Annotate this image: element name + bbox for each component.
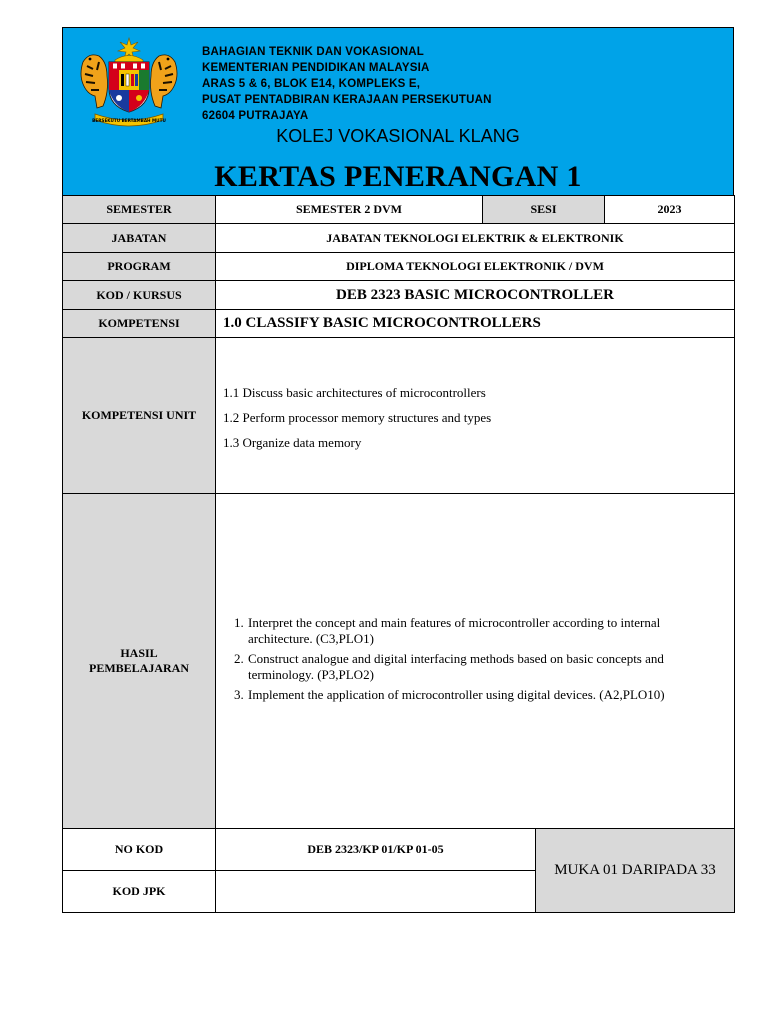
list-item: 1.3 Organize data memory [223,435,362,450]
list-item: 2. Construct analogue and digital interfacing methods based on basic concepts and terminology. (P3,PLO2) [247,651,704,683]
hasil-pembelajaran-list [216,494,735,829]
program-value: DIPLOMA TEKNOLOGI ELEKTRONIK / DVM [216,253,735,281]
header-banner [62,27,734,195]
kompetensi-unit-list [216,338,735,494]
sesi-value: 2023 [605,196,735,224]
sesi-label: SESI [483,196,605,224]
kompetensi-value: 1.0 CLASSIFY BASIC MICROCONTROLLERS [216,310,735,338]
hasil-label-line: HASIL [120,646,158,660]
nokod-label: NO KOD [63,829,216,871]
hasil-label-line: PEMBELAJARAN [88,661,189,675]
table-row [63,281,735,310]
jabatan-value: JABATAN TEKNOLOGI ELEKTRIK & ELEKTRONIK [216,224,735,253]
kompetensi-unit-label: KOMPETENSI UNIT [63,338,216,494]
table-row [63,253,735,281]
address-line: BAHAGIAN TEKNIK DAN VOKASIONAL [202,46,424,58]
table-row [63,310,735,338]
nokod-value: DEB 2323/KP 01/KP 01-05 [216,829,536,871]
list-item: 1. Interpret the concept and main features of microcontroller according to internal architecture. (C3,PLO1) [247,615,704,647]
address-line: KEMENTERIAN PENDIDIKAN MALAYSIA [202,62,430,74]
kursus-label: KOD / KURSUS [63,281,216,310]
page-count: MUKA 01 DARIPADA 33 [536,829,735,913]
hasil-pembelajaran-label [63,494,216,829]
document-title: KERTAS PENERANGAN 1 [214,160,582,193]
address-line: ARAS 5 & 6, BLOK E14, KOMPLEKS E, [202,78,421,90]
program-label: PROGRAM [63,253,216,281]
address-line: PUSAT PENTADBIRAN KERAJAAN PERSEKUTUAN [202,94,492,106]
list-item: 1.2 Perform processor memory structures and types [223,410,492,425]
agency-address [202,44,492,124]
kompetensi-label: KOMPETENSI [63,310,216,338]
address-line: 62604 PUTRAJAYA [202,110,309,122]
jabatan-label: JABATAN [63,224,216,253]
kodjpk-value [216,871,536,913]
kursus-value: DEB 2323 BASIC MICROCONTROLLER [216,281,735,310]
semester-label: SEMESTER [63,196,216,224]
college-name: KOLEJ VOKASIONAL KLANG [276,126,520,146]
info-table [62,195,735,913]
document-sheet [62,27,734,913]
svg-text:BERSEKUTU BERTAMBAH MUTU: BERSEKUTU BERTAMBAH MUTU [92,118,166,123]
list-item: 3. Implement the application of microcontroller using digital devices. (A2,PLO10) [247,687,704,703]
list-item: 1.1 Discuss basic architectures of microcontrollers [223,385,486,400]
table-row [63,196,735,224]
kodjpk-label: KOD JPK [63,871,216,913]
semester-value: SEMESTER 2 DVM [216,196,483,224]
table-row [63,338,735,494]
table-row [63,494,735,829]
table-row [63,224,735,253]
table-row [63,829,735,871]
malaysia-coat-of-arms-icon [73,36,185,128]
